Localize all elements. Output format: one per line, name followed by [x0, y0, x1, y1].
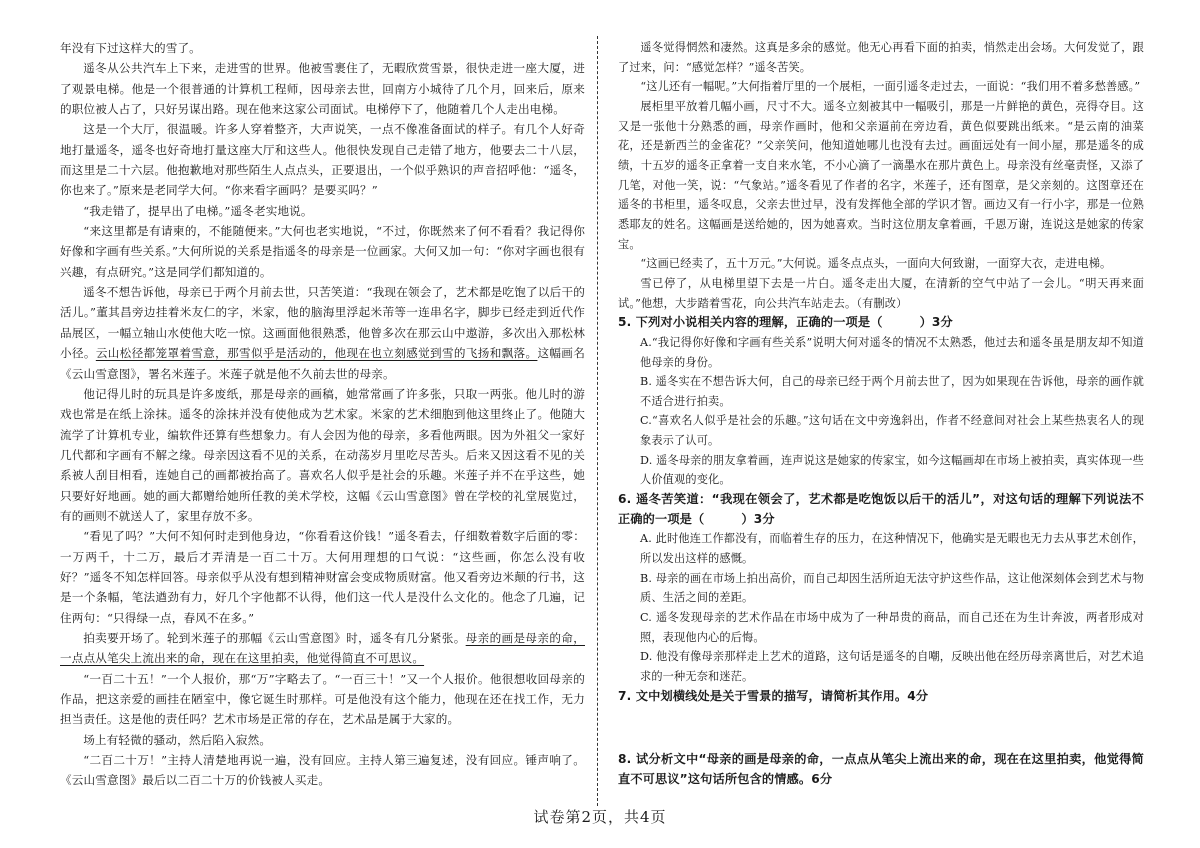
page-footer: 试卷第2页，共4页	[533, 808, 667, 826]
paragraph: “看见了吗？”大何不知何时走到他身边，“你看看这价钱！”遥冬看去，仔细数着数字后面的零：一万两千，十二万，最后才弄清是一百二十万。大何用理想的口气说：“这些画，你怎么没有收好？”遥冬不知怎样回答。母亲似乎从没有想到精神财富会变成物质财富。他又看旁边米颠的行书，这是一个条幅，笔法遒劲有力，好几个字他都不认得，他们这一代人是没什么文化的。他念了几遍，记住两句：“只得绿一点，春风不在多。”	[60, 529, 585, 625]
right-column	[618, 38, 1144, 790]
paragraph: 年没有下过这样大的雪了。	[60, 41, 201, 55]
answer-space	[618, 706, 1144, 750]
paragraph	[60, 628, 585, 669]
question-6-option-a: A. 此时他连工作都没有，而临着生存的压力，在这种情况下，他确实是无暇也无力去从事艺术创作，所以发出这样的感慨。	[640, 532, 1144, 566]
underlined-key-sentence: 母亲的画是母亲的命，一点点从笔尖上流出来的命，现在在这里拍卖，他觉得简直不可思议。	[60, 630, 585, 666]
question-8-stem: 8. 试分析文中“母亲的画是母亲的命，一点点从笔尖上流出来的命，现在在这里拍卖，他觉得简直不可思议”这句话所包含的情感。6分	[618, 752, 1144, 786]
paragraph: 他记得儿时的玩具是许多废纸，那是母亲的画稿，她常常画了许多张，只取一两张。他儿时的游戏也常是在纸上涂抹。遥冬的涂抹并没有使他成为艺术家。米家的艺术细胞到他这里终止了。他随大流学了计算机专业，编软件还算有些想象力。有人会因为他的母亲，多看他两眼。因为外祖父一家好几代都和字画有不解之缘。母亲因这看不见的关系，在动荡岁月里吃尽苦头。后来又因这看不见的关系被人刮目相看，连她自己的画都被抬高了。喜欢名人似乎是社会的乐趣。米莲子并不在乎这些，她只要好好地画。她的画大都赠给她所任教的美术学校，这幅《云山雪意图》曾在学校的礼堂展览过，有的画则不就送人了，家里存放不多。	[60, 386, 585, 523]
column-divider	[597, 36, 598, 806]
question-6-option-c: C. 遥冬发现母亲的艺术作品在市场中成为了一种昂贵的商品，而自己还在为生计奔波，两者形成对照，表现他内心的后悔。	[640, 611, 1144, 644]
question-7-stem: 7. 文中划横线处是关于雪景的描写，请简析其作用。4分	[618, 688, 929, 703]
paragraph: 这是一个大厅，很温暖。许多人穿着整齐，大声说笑，一点不像准备面试的样子。有几个人好奇地打量遥冬，遥冬也好奇地打量这座大厅和这些人。他很快发现自己走错了地方，他要去二十八层，而这里是二十六层。他抱歉地对那些陌生人点点头，正要退出，一个似乎熟识的声音招呼他：“遥冬，你也来了。”原来是老同学大何。“你来看字画吗？是要买吗？”	[60, 122, 585, 198]
paragraph-tail: 这幅画名《云山雪意图》，署名米莲子。米莲子就是他不久前去世的母亲。	[60, 346, 585, 381]
paragraph: 场上有轻微的骚动，然后陷入寂然。	[83, 732, 272, 747]
left-column	[60, 38, 585, 791]
question-6-option-d: D. 他没有像母亲那样走上艺术的道路，这句话是遥冬的自嘲，反映出他在经历母亲离世后，对艺术追求的一种无奈和迷茫。	[640, 650, 1144, 683]
paragraph	[60, 282, 585, 384]
question-6-stem: 6. 遥冬苦笑道：“我现在领会了，艺术都是吃饱饭以后干的活儿”，对这句话的理解下列说法不正确的一项是（ ）3分	[618, 492, 1144, 526]
paragraph: “二百二十万！”主持人清楚地再说一遍，没有回应。主持人第三遍复述，没有回应。锤声响了。《云山雪意图》最后以二百二十万的价钱被人买走。	[60, 753, 585, 788]
paragraph-text: 拍卖要开场了。轮到米莲子的那幅《云山雪意图》时，遥冬有几分紧张。	[83, 630, 466, 645]
underlined-snow-description: 云山松径都笼罩着雪意，那雪似乎是活动的，他现在也立刻感觉到雪的飞扬和飘落。	[95, 346, 538, 361]
paragraph: “一百二十五！”一个人报价，那“万”字略去了。“一百三十！”又一个人报价。他很想收回母亲的作品，把这亲爱的画挂在陋室中，像它诞生时那样。可是他没有这个能力，他现在还在找工作，无力担当责任。这是他的责任吗？艺术市场是正常的存在，艺术品是属于大家的。	[60, 671, 585, 727]
question-5-option-a: A.“我记得你好像和字画有些关系”说明大何对遥冬的情况不太熟悉，他过去和遥冬虽是朋友却不知道他母亲的身份。	[640, 335, 1144, 369]
question-5-stem: 5. 下列对小说相关内容的理解，正确的一项是（ ）3分	[618, 315, 953, 330]
paragraph: 遥冬从公共汽车上下来，走进雪的世界。他被雪裹住了，无暇欣赏雪景，很快走进一座大厦，进了观景电梯。他是一个很普通的计算机工程师，因母亲去世，回南方小城待了几个月，回来后，原来的职位被人占了，只好另谋出路。现在他来这家公司面试。电梯停下了，他随着几个人走出电梯。	[60, 61, 585, 117]
paragraph-text: 遥冬不想告诉他，母亲已于两个月前去世，只苦笑道：“我现在领会了，艺术都是吃饱了以后干的活儿。”董其昌旁边挂着米友仁的字，米家，他的脑海里浮起米芾等一连串名字，脚步已经走到近代作品展区，一幅立轴山水使他大吃一惊。这画面他很熟悉，他曾多次在那云山中遨游，多次出入那松林小径。	[60, 285, 585, 361]
question-6-option-b: B. 母亲的画在市场上拍出高价，而自己却因生活所迫无法守护这些作品，这让他深刻体会到艺术与物质、生活之间的差距。	[640, 571, 1144, 605]
question-5-option-b: B. 遥冬实在不想告诉大何，自己的母亲已经于两个月前去世了，因为如果现在告诉他，母亲的画作就不适合进行拍卖。	[640, 375, 1144, 408]
paragraph: “我走错了，提早出了电梯。”遥冬老实地说。	[83, 203, 313, 218]
paragraph: “这画已经卖了，五十万元。”大何说。遥冬点点头，一面向大何致谢，一面穿大衣，走进电梯。	[640, 257, 1112, 271]
question-5-option-d: D. 遥冬母亲的朋友拿着画，连声说这是她家的传家宝，如今这幅画却在市场上被拍卖，真实体现一些人价值观的变化。	[640, 453, 1144, 487]
paragraph: 雪已停了，从电梯里望下去是一片白。遥冬走出大厦，在清新的空气中站了一会儿。“明天再来面试。”他想，大步踏着雪花，向公共汽车站走去。（有删改）	[618, 276, 1144, 310]
question-5-option-c: C.“喜欢名人似乎是社会的乐趣。”这句话在文中旁逸斜出，作者不经意间对社会上某些热衷名人的现象表示了认可。	[640, 414, 1144, 448]
paragraph: “来这里都是有请柬的，不能随便来。”大何也老实地说，“不过，你既然来了何不看看？我记得你好像和字画有些关系。”大何所说的关系是指遥冬的母亲是一位画家。大何又加一句：“你对字画也很有兴趣，有点研究。”这是同学们都知道的。	[60, 224, 585, 279]
paragraph: 遥冬觉得惘然和凄然。这真是多余的感觉。他无心再看下面的拍卖，悄然走出会场。大何发觉了，跟了过来，问：“感觉怎样？”遥冬苦笑。	[618, 41, 1144, 74]
paragraph: “这儿还有一幅呢。”大何指着厅里的一个展柜，一面引遥冬走过去，一面说：“我们用不着多愁善感。”	[640, 80, 1141, 94]
paragraph: 展柜里平放着几幅小画，尺寸不大。遥冬立刻被其中一幅吸引，那是一片鲜艳的黄色，亮得夺目。这又是一张他十分熟悉的画，母亲作画时，他和父亲逼前在旁边看，黄色似要跳出纸来。“是云南的油菜花，还是新西兰的金雀花？”父亲笑问，他知道她哪儿也没有去过。画面远处有一间小屋，那是遥冬的成绩，十五岁的遥冬正拿着一支自来水笔，不小心滴了一滴墨水在那片黄色上。母亲没有丝毫责怪，又添了几笔，对他一笑，说：“气象站。”遥冬看见了作者的名字，米莲子，还有图章，是父亲刻的。这图章还在遥冬的书柜里，遥冬叹息，父亲去世过早，没有发挥他全部的学识才智。画边又有一行小字，那是一位熟悉耶友的姓名。这幅画是送给她的，因为她喜欢。当时这位朋友拿着画，千恩万谢，连说这是她家的传家宝。	[618, 99, 1144, 251]
